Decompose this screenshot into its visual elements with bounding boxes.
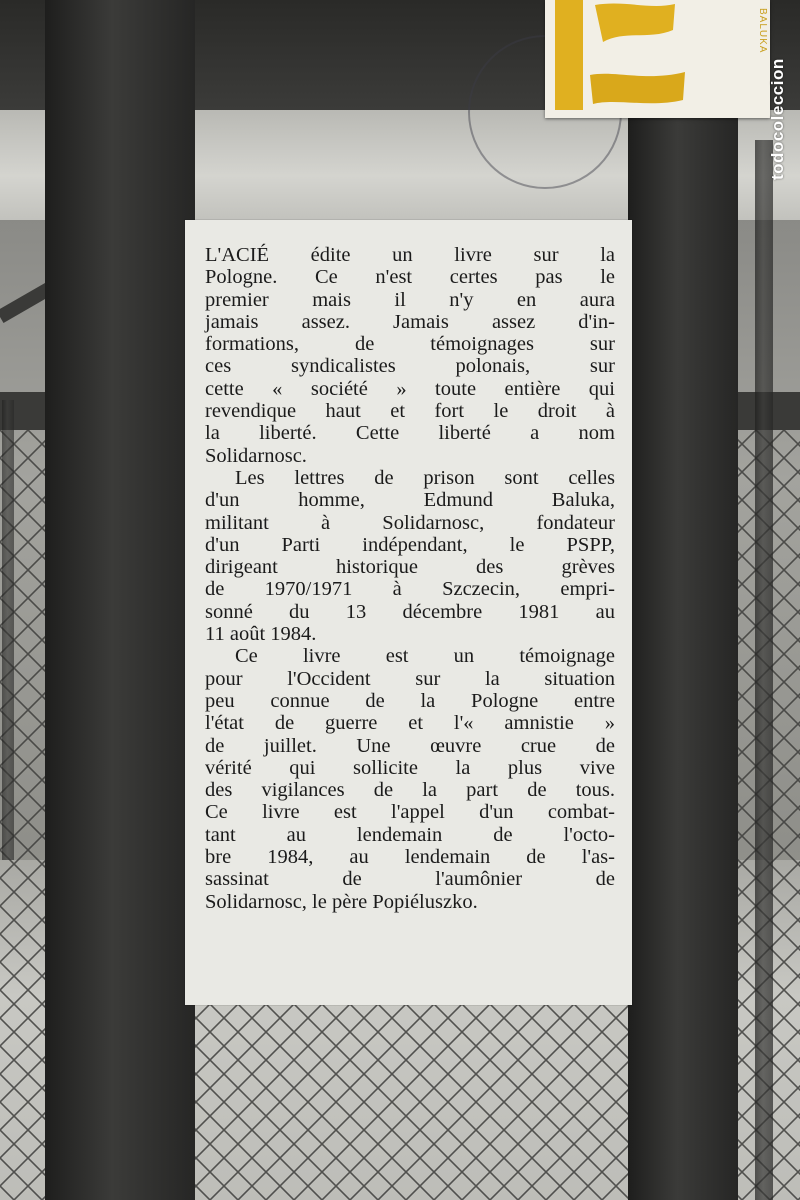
text-line: Solidarnosc, le père Popiéluszko. xyxy=(205,890,478,913)
text-line: Ce livre est un témoignage xyxy=(235,645,615,668)
text-line: premier mais il n'y en aura xyxy=(205,288,615,311)
text-line: jamais assez. Jamais assez d'in- xyxy=(205,310,615,333)
paragraph xyxy=(205,645,615,913)
postage-stamp xyxy=(545,0,770,118)
text-line: ces syndicalistes polonais, sur xyxy=(205,355,615,378)
text-line: d'un Parti indépendant, le PSPP, xyxy=(205,533,615,556)
text-line: revendique haut et fort le droit à xyxy=(205,400,615,423)
text-line: Ce livre est l'appel d'un combat- xyxy=(205,801,615,824)
text-line: de juillet. Une œuvre crue de xyxy=(205,734,615,757)
text-line: de 1970/1971 à Szczecin, empri- xyxy=(205,578,615,601)
fence-post-right xyxy=(628,110,738,1200)
stamp-caption: BALUKA xyxy=(757,8,768,54)
paragraph xyxy=(205,244,615,467)
text-line: sonné du 13 décembre 1981 au xyxy=(205,600,615,623)
text-line: 11 août 1984. xyxy=(205,623,317,646)
text-line: d'un homme, Edmund Baluka, xyxy=(205,489,615,512)
text-line: bre 1984, au lendemain de l'as- xyxy=(205,846,615,869)
text-line: peu connue de la Pologne entre xyxy=(205,689,615,712)
text-line: l'état de guerre et l'« amnistie » xyxy=(205,712,615,735)
text-line: dirigeant historique des grèves xyxy=(205,556,615,579)
text-line: Solidarnosc. xyxy=(205,444,307,467)
text-line: vérité qui sollicite la plus vive xyxy=(205,756,615,779)
watermark: todocoleccion xyxy=(768,58,787,180)
fence-post-thin-left xyxy=(2,400,14,860)
stamp-illustration xyxy=(555,0,695,110)
text-line: militant à Solidarnosc, fondateur xyxy=(205,511,615,534)
fence-post-thin-right xyxy=(755,140,773,1200)
text-line: Les lettres de prison sont celles xyxy=(235,466,615,489)
text-line: pour l'Occident sur la situation xyxy=(205,667,615,690)
article-text xyxy=(205,244,615,913)
fence-post-left xyxy=(45,0,195,1200)
text-line: tant au lendemain de l'octo- xyxy=(205,823,615,846)
text-line: Pologne. Ce n'est certes pas le xyxy=(205,266,615,289)
text-line: des vigilances de la part de tous. xyxy=(205,779,615,802)
text-line: la liberté. Cette liberté a nom xyxy=(205,422,615,445)
text-line: formations, de témoignages sur xyxy=(205,333,615,356)
text-line: cette « société » toute entière qui xyxy=(205,377,615,400)
text-line: sassinat de l'aumônier de xyxy=(205,868,615,891)
paragraph xyxy=(205,467,615,645)
text-line: L'ACIÉ édite un livre sur la xyxy=(205,244,615,266)
